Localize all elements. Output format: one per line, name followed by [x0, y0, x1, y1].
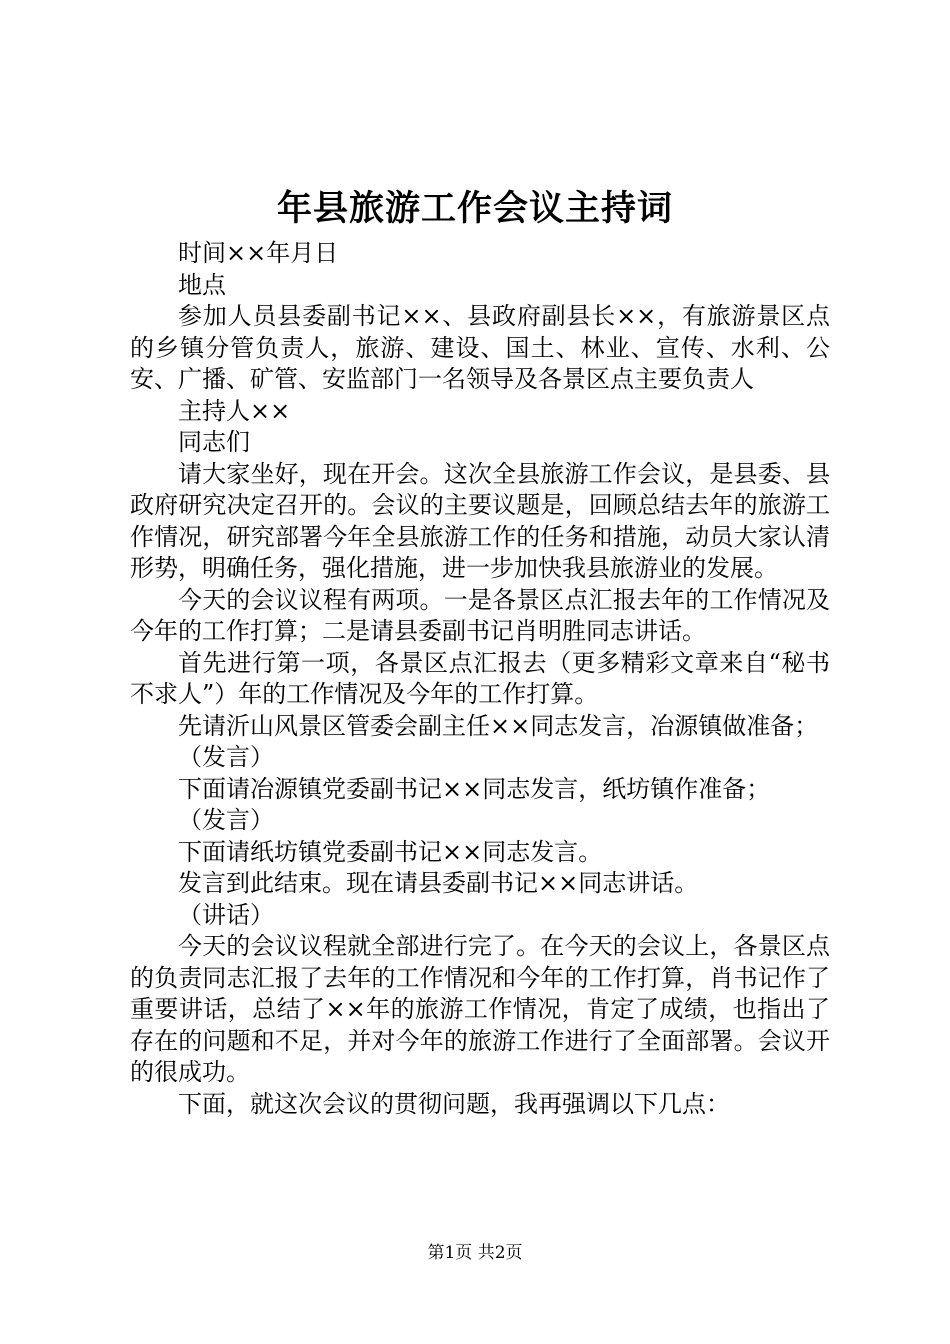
document-body [130, 238, 830, 1120]
paragraph-greeting: 同志们 [178, 428, 250, 456]
paragraph-talk-note: （讲话） [178, 900, 274, 929]
paragraph-agenda: 今天的会议议程有两项。一是各景区点汇报去年的工作情况及今年的工作打算；二是请县委副书记肖明胜同志讲话。 [130, 585, 830, 645]
paragraph-host: 主持人×× [178, 396, 291, 425]
paragraph-attendees: 参加人员县委副书记××、县政府副县长××，有旅游景区点的乡镇分管负责人，旅游、建设、国土、林业、宣传、水利、公安、广播、矿管、安监部门一名领导及各景区点主要负责人 [130, 302, 830, 393]
paragraph-speech-note: （发言） [178, 806, 274, 834]
document-title: 年县旅游工作会议主持词 [276, 188, 673, 229]
paragraph-first-speaker: 先请沂山风景区管委会副主任××同志发言，冶源镇做准备； [178, 711, 819, 740]
paragraph-second-speaker: 下面请冶源镇党委副书记××同志发言，纸坊镇作准备； [178, 774, 771, 803]
paragraph-time: 时间××年月日 [178, 239, 339, 267]
paragraph-summary: 今天的会议议程就全部进行完了。在今天的会议上，各景区点的负责同志汇报了去年的工作情况和今年的工作打算，肖书记作了重要讲话，总结了××年的旅游工作情况，肯定了成绩，也指出了存在的问题和不足，并对今年的旅游工作进行了全面部署。会议开的很成功。 [130, 932, 830, 1086]
paragraph-location: 地点 [178, 270, 226, 299]
paragraph-item-one: 首先进行第一项，各景区点汇报去（更多精彩文章来自“秘书不求人”）年的工作情况及今年的工作打算。 [130, 648, 830, 708]
paragraph-speeches-end: 发言到此结束。现在请县委副书记××同志讲话。 [178, 869, 699, 897]
paragraph-opening: 请大家坐好，现在开会。这次全县旅游工作会议，是县委、县政府研究决定召开的。会议的主要议题是，回顾总结去年的旅游工作情况，研究部署今年全县旅游工作的任务和措施，动员大家认清形势，明确任务，强化措施，进一步加快我县旅游业的发展。 [130, 459, 830, 582]
page-number-footer: 第1页 共2页 [427, 1243, 523, 1263]
paragraph-third-speaker: 下面请纸坊镇党委副书记××同志发言。 [178, 837, 603, 866]
paragraph-speech-note: （发言） [178, 743, 274, 771]
paragraph-emphasis: 下面，就这次会议的贯彻问题，我再强调以下几点： [178, 1089, 730, 1118]
